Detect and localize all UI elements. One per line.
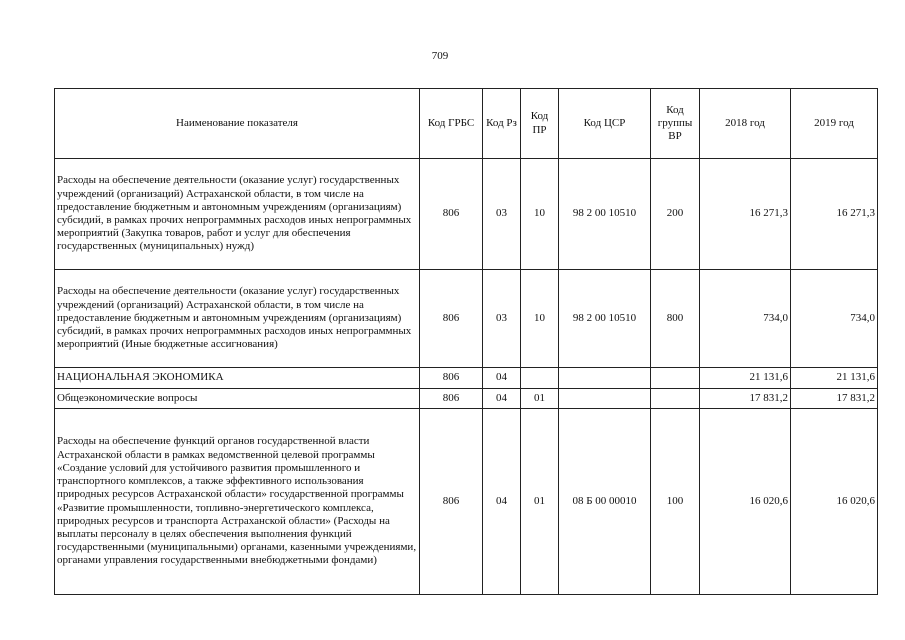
row-name: Расходы на обеспечение деятельности (оказание услуг) государственных учреждений (организаций) Астраханской области, в том числе на предоставление бюджетным и автономным учреждениям (организациям) субсидий, в рамках прочих непрограммных расходов иных непрограммных мероприятий (Закупка товаров, работ и услуг для обеспечения государственных (муниципальных) нужд) [55,159,420,270]
row-name: Общеэкономические вопросы [55,389,420,409]
row-2018: 16 271,3 [700,159,791,270]
row-rz: 04 [483,409,521,595]
row-pr [521,368,559,389]
header-grbs: Код ГРБС [420,89,483,159]
row-pr: 01 [521,389,559,409]
row-rz: 03 [483,159,521,270]
row-pr: 01 [521,409,559,595]
row-vr [651,368,700,389]
row-csr [559,389,651,409]
row-grbs: 806 [420,159,483,270]
row-pr: 10 [521,159,559,270]
row-grbs: 806 [420,389,483,409]
header-2019: 2019 год [791,89,878,159]
row-2018: 17 831,2 [700,389,791,409]
row-csr: 98 2 00 10510 [559,270,651,368]
row-name: Расходы на обеспечение деятельности (оказание услуг) государственных учреждений (организаций) Астраханской области, в том числе на предоставление бюджетным и автономным учреждениям (организациям) субсидий, в рамках прочих непрограммных расходов иных непрограммных мероприятий (Иные бюджетные ассигнования) [55,270,420,368]
row-2019: 16 271,3 [791,159,878,270]
row-grbs: 806 [420,409,483,595]
row-rz: 04 [483,368,521,389]
row-csr: 98 2 00 10510 [559,159,651,270]
row-grbs: 806 [420,368,483,389]
row-vr [651,389,700,409]
row-2019: 17 831,2 [791,389,878,409]
header-2018: 2018 год [700,89,791,159]
header-row [55,89,878,159]
row-csr: 08 Б 00 00010 [559,409,651,595]
row-2018: 16 020,6 [700,409,791,595]
table-row-subsection [55,389,878,409]
row-2019: 21 131,6 [791,368,878,389]
row-grbs: 806 [420,270,483,368]
row-2019: 16 020,6 [791,409,878,595]
budget-table [54,88,878,595]
row-vr: 800 [651,270,700,368]
row-rz: 03 [483,270,521,368]
row-name: НАЦИОНАЛЬНАЯ ЭКОНОМИКА [55,368,420,389]
table-row [55,159,878,270]
row-rz: 04 [483,389,521,409]
row-vr: 200 [651,159,700,270]
table-row-section [55,368,878,389]
page-number: 709 [431,50,449,62]
header-csr: Код ЦСР [559,89,651,159]
header-rz: Код Рз [483,89,521,159]
row-pr: 10 [521,270,559,368]
row-csr [559,368,651,389]
header-name: Наименование показателя [55,89,420,159]
header-pr: Код ПР [521,89,559,159]
row-2019: 734,0 [791,270,878,368]
table-row [55,409,878,595]
header-vr: Код группы ВР [651,89,700,159]
table-row [55,270,878,368]
row-vr: 100 [651,409,700,595]
row-2018: 734,0 [700,270,791,368]
row-name: Расходы на обеспечение функций органов государственной власти Астраханской области в рамках ведомственной целевой программы «Создание условий для устойчивого развития промышленного и транспортного комплексов, а также эффективного использования природных ресурсов Астраханской области» государственной программы «Развитие промышленности, топливно-энергетического комплекса, природных ресурсов и транспорта Астраханской области» (Расходы на выплаты персоналу в целях обеспечения выполнения функций государственными (муниципальными) органами, казенными учреждениями, органами управления государственными внебюджетными фондами) [55,409,420,595]
row-2018: 21 131,6 [700,368,791,389]
